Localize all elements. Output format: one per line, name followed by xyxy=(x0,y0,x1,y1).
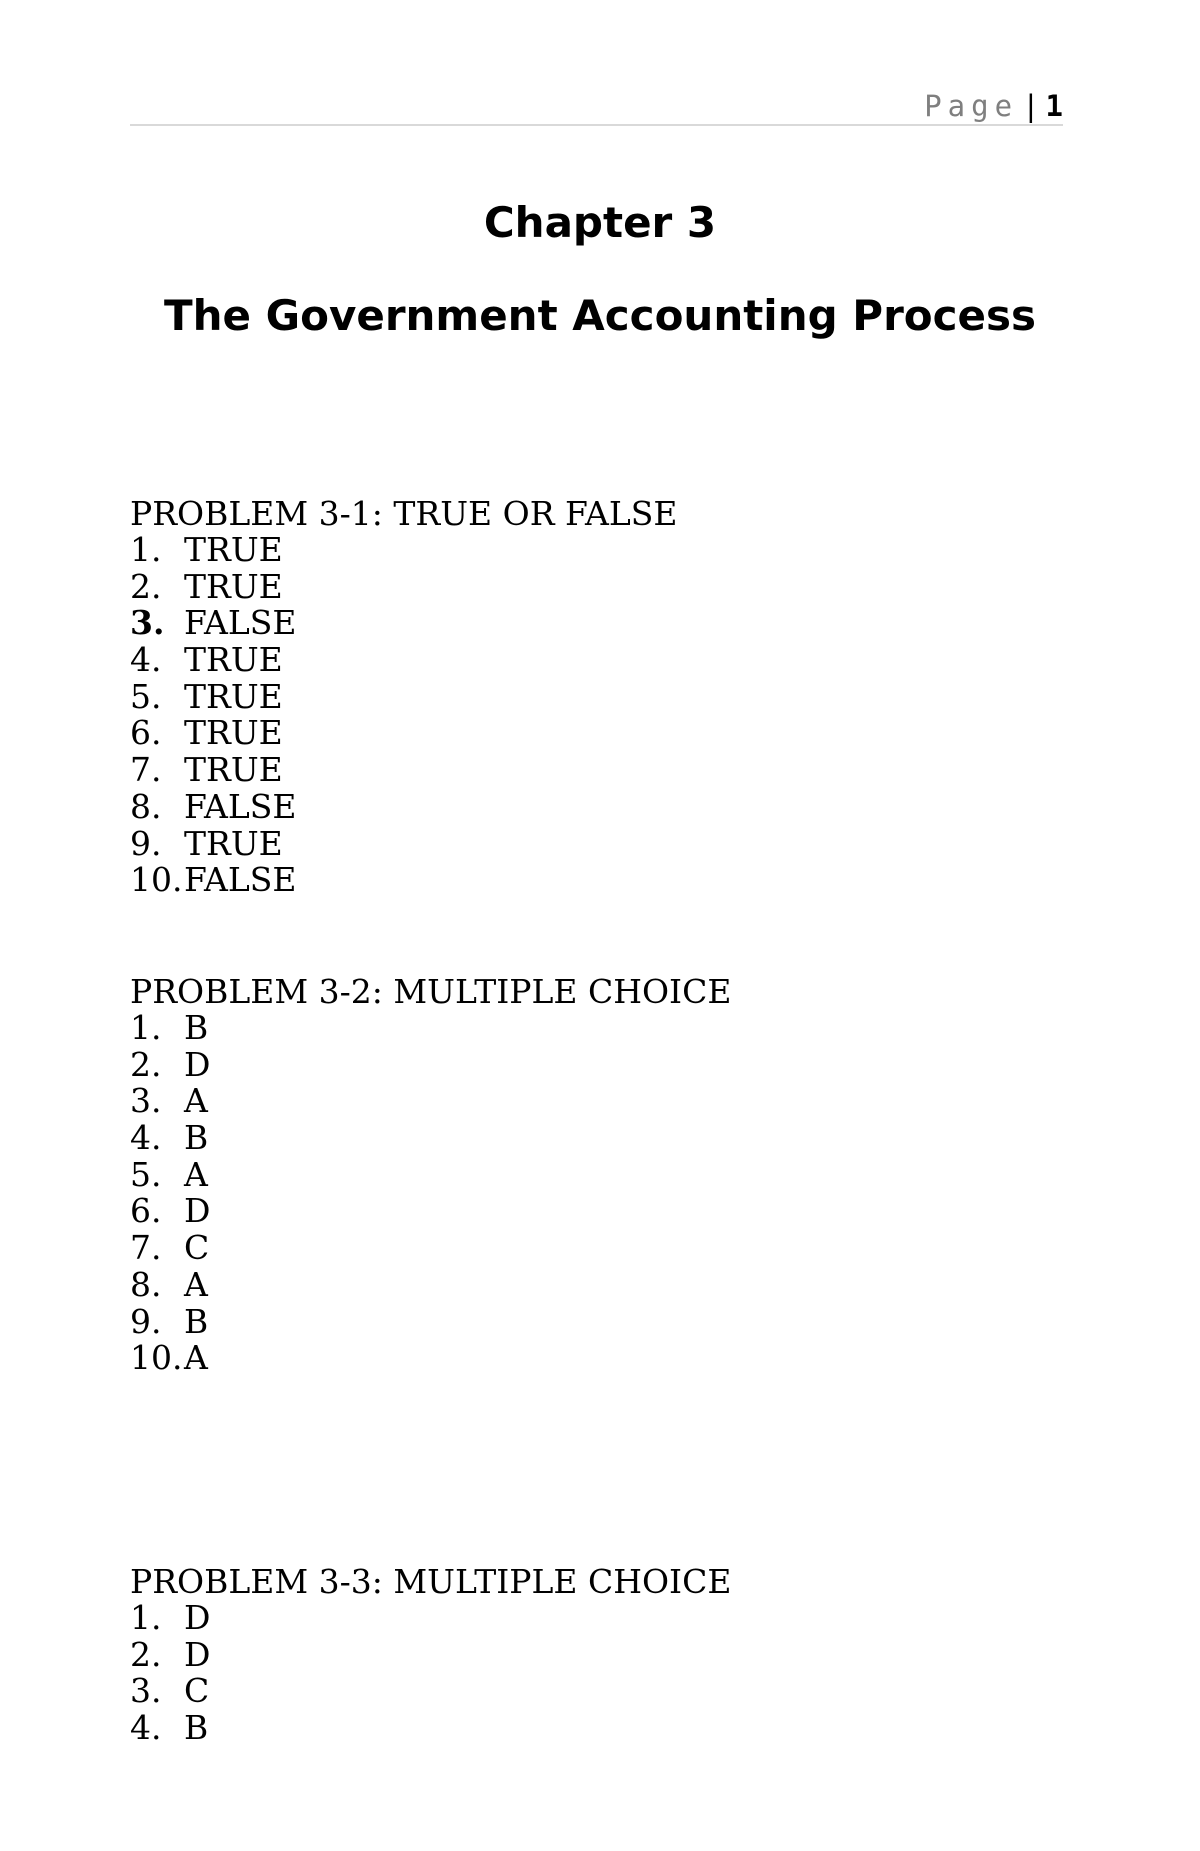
item-answer: B xyxy=(184,1008,209,1047)
section-heading: PROBLEM 3-1: TRUE OR FALSE xyxy=(130,494,678,533)
item-answer: TRUE xyxy=(184,750,283,790)
item-answer: D xyxy=(184,1191,211,1231)
item-number: 6. xyxy=(130,1191,162,1231)
problem-section-3-1 xyxy=(130,495,1030,899)
page-label: Page xyxy=(924,89,1019,123)
page-header xyxy=(130,88,1063,126)
item-answer: FALSE xyxy=(184,860,297,900)
item-answer: A xyxy=(184,1264,208,1304)
section-heading: PROBLEM 3-2: MULTIPLE CHOICE xyxy=(130,972,732,1011)
answer-item xyxy=(130,676,1030,716)
item-answer: D xyxy=(184,1634,211,1674)
item-answer: A xyxy=(184,1081,208,1121)
page-indicator xyxy=(924,88,1063,124)
item-number: 1. xyxy=(130,530,162,569)
item-answer: C xyxy=(184,1671,210,1711)
item-number: 4. xyxy=(130,1708,162,1748)
item-number: 3. xyxy=(130,603,165,643)
item-answer: D xyxy=(184,1598,211,1637)
item-number: 3. xyxy=(130,1671,162,1711)
answer-item xyxy=(130,1673,1030,1710)
answer-item xyxy=(130,566,1030,606)
item-number: 1. xyxy=(130,1598,162,1637)
item-answer: B xyxy=(184,1301,209,1341)
item-number: 2. xyxy=(130,1044,162,1084)
item-answer: TRUE xyxy=(184,713,283,753)
chapter-subtitle: The Government Accounting Process xyxy=(163,291,1037,340)
item-number: 3. xyxy=(130,1081,162,1121)
chapter-title: Chapter 3 xyxy=(483,198,717,247)
item-number: 10. xyxy=(130,860,183,900)
answer-list xyxy=(130,1600,1030,1747)
answer-item xyxy=(130,1264,1030,1304)
answer-item xyxy=(130,1010,1030,1047)
answer-item xyxy=(130,1044,1030,1084)
page-number: 1 xyxy=(1045,89,1063,123)
answer-list xyxy=(130,1010,1030,1377)
item-number: 8. xyxy=(130,786,162,826)
item-answer: TRUE xyxy=(184,640,283,680)
item-answer: B xyxy=(184,1708,209,1748)
answer-item xyxy=(130,1710,1030,1747)
problem-section-3-3 xyxy=(130,1563,1030,1747)
item-number: 8. xyxy=(130,1264,162,1304)
answer-list xyxy=(130,532,1030,899)
item-number: 1. xyxy=(130,1008,162,1047)
answer-item xyxy=(130,715,1030,752)
answer-item xyxy=(130,1634,1030,1674)
item-number: 10. xyxy=(130,1338,183,1378)
answer-item xyxy=(130,1120,1030,1157)
item-answer: FALSE xyxy=(184,786,297,826)
item-number: 5. xyxy=(130,676,162,716)
answer-item xyxy=(130,1301,1030,1341)
item-number: 2. xyxy=(130,1634,162,1674)
item-number: 4. xyxy=(130,640,162,680)
item-number: 6. xyxy=(130,713,162,753)
item-number: 2. xyxy=(130,566,162,606)
item-number: 9. xyxy=(130,823,162,863)
item-number: 7. xyxy=(130,750,162,790)
answer-item xyxy=(130,605,1030,642)
item-number: 7. xyxy=(130,1228,162,1268)
answer-item xyxy=(130,862,1030,899)
item-answer: B xyxy=(184,1118,209,1158)
item-answer: D xyxy=(184,1044,211,1084)
item-answer: TRUE xyxy=(184,530,283,569)
answer-item xyxy=(130,1193,1030,1230)
item-number: 9. xyxy=(130,1301,162,1341)
item-answer: TRUE xyxy=(184,823,283,863)
answer-item xyxy=(130,786,1030,826)
item-answer: C xyxy=(184,1228,210,1268)
page-separator: | xyxy=(1022,89,1040,123)
item-answer: A xyxy=(184,1154,208,1194)
answer-item xyxy=(130,1230,1030,1267)
problem-section-3-2 xyxy=(130,973,1030,1377)
item-number: 5. xyxy=(130,1154,162,1194)
answer-item xyxy=(130,532,1030,569)
item-answer: A xyxy=(184,1338,208,1378)
item-answer: TRUE xyxy=(184,676,283,716)
section-heading: PROBLEM 3-3: MULTIPLE CHOICE xyxy=(130,1562,732,1601)
item-number: 4. xyxy=(130,1118,162,1158)
answer-item xyxy=(130,823,1030,863)
answer-item xyxy=(130,1340,1030,1377)
answer-item xyxy=(130,1600,1030,1637)
item-answer: FALSE xyxy=(184,603,297,643)
item-answer: TRUE xyxy=(184,566,283,606)
answer-item xyxy=(130,1154,1030,1194)
answer-item xyxy=(130,1083,1030,1120)
answer-item xyxy=(130,752,1030,789)
answer-item xyxy=(130,642,1030,679)
